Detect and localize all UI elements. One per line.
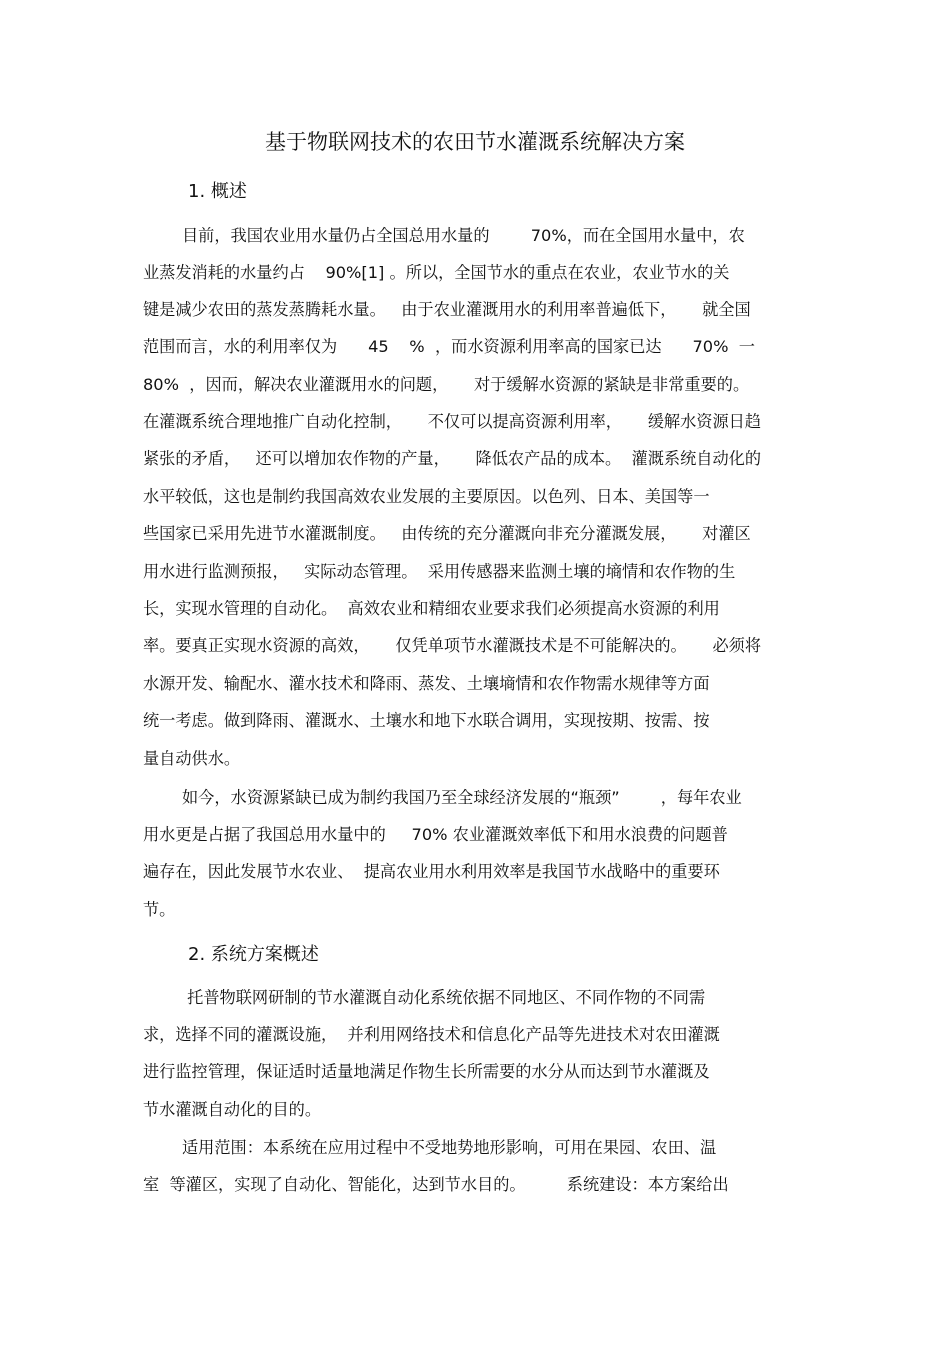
paragraph-line: 用水进行监测预报， 实际动态管理。 采用传感器来监测土壤的墒情和农作物的生	[143, 562, 736, 581]
paragraph-line: 如今，水资源紧缺已成为制约我国乃至全球经济发展的“瓶颈” ，每年农业	[182, 788, 742, 807]
paragraph-line: 托普物联网研制的节水灌溉自动化系统依据不同地区、不同作物的不同需	[182, 988, 706, 1007]
paragraph-line: 目前，我国农业用水量仍占全国总用水量的 70%，而在全国用水量中，农	[182, 226, 745, 245]
paragraph-line: 量自动供水。	[143, 749, 241, 768]
paragraph-line: 水源开发、输配水、灌水技术和降雨、蒸发、土壤墒情和农作物需水规律等方面	[143, 674, 710, 693]
paragraph-line: 长，实现水管理的自动化。 高效农业和精细农业要求我们必须提高水资源的利用	[143, 599, 720, 618]
section-heading-overview: 1. 概述	[188, 181, 247, 202]
document-title: 基于物联网技术的农田节水灌溉系统解决方案	[265, 130, 685, 154]
paragraph-line: 适用范围：本系统在应用过程中不受地势地形影响，可用在果园、农田、温	[182, 1138, 717, 1157]
paragraph-line: 范围而言，水的利用率仅为 45 % ，而水资源利用率高的国家已达 70% 一	[143, 337, 755, 356]
paragraph-line: 在灌溉系统合理地推广自动化控制， 不仅可以提高资源利用率， 缓解水资源日趋	[143, 412, 762, 431]
paragraph-line: 率。要真正实现水资源的高效， 仅凭单项节水灌溉技术是不可能解决的。 必须将	[143, 636, 762, 655]
section-heading-system-overview: 2. 系统方案概述	[188, 944, 319, 965]
paragraph-line: 业蒸发消耗的水量约占 90%[1] 。所以，全国节水的重点在农业，农业节水的关	[143, 263, 730, 282]
paragraph-line: 80% ，因而，解决农业灌溉用水的问题， 对于缓解水资源的紧缺是非常重要的。	[143, 375, 750, 394]
paragraph-line: 水平较低，这也是制约我国高效农业发展的主要原因。以色列、日本、美国等一	[143, 487, 710, 506]
paragraph-line: 节。	[143, 900, 176, 919]
paragraph-line: 键是减少农田的蒸发蒸腾耗水量。 由于农业灌溉用水的利用率普遍低下， 就全国	[143, 300, 751, 319]
paragraph-line: 紧张的矛盾， 还可以增加农作物的产量， 降低农产品的成本。 灌溉系统自动化的	[143, 449, 762, 468]
paragraph-line: 用水更是占据了我国总用水量中的 70% 农业灌溉效率低下和用水浪费的问题普	[143, 825, 728, 844]
paragraph-line: 统一考虑。做到降雨、灌溉水、土壤水和地下水联合调用，实现按期、按需、按	[143, 711, 710, 730]
paragraph-line: 室 等灌区，实现了自动化、智能化，达到节水目的。 系统建设：本方案给出	[143, 1175, 729, 1194]
paragraph-line: 节水灌溉自动化的目的。	[143, 1100, 322, 1119]
paragraph-line: 些国家已采用先进节水灌溉制度。 由传统的充分灌溉向非充分灌溉发展， 对灌区	[143, 524, 751, 543]
paragraph-line: 进行监控管理，保证适时适量地满足作物生长所需要的水分从而达到节水灌溉及	[143, 1062, 710, 1081]
paragraph-line: 遍存在，因此发展节水农业、 提高农业用水利用效率是我国节水战略中的重要环	[143, 862, 720, 881]
paragraph-line: 求，选择不同的灌溉设施， 并利用网络技术和信息化产品等先进技术对农田灌溉	[143, 1025, 720, 1044]
